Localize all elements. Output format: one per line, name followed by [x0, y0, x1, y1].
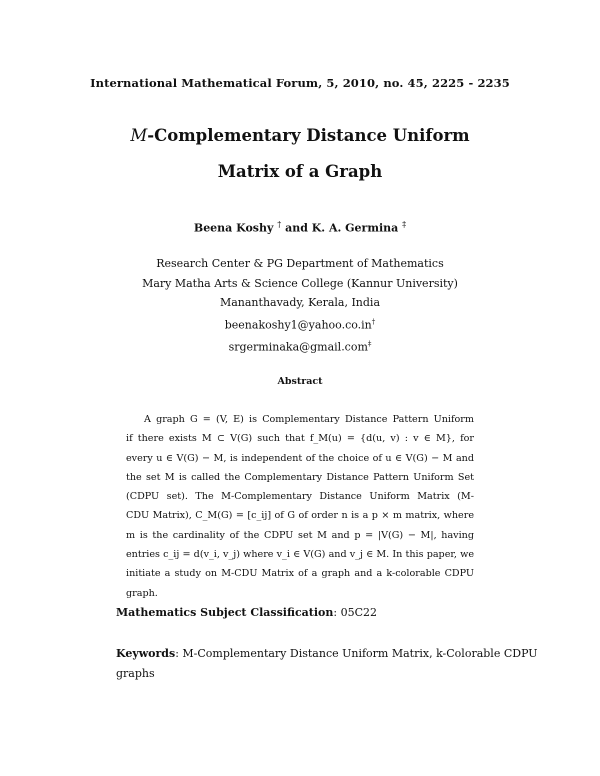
msc-label: Mathematics Subject Classification — [116, 606, 334, 619]
msc-classification — [116, 606, 377, 619]
abstract-line: CDU Matrix), C_M(G) = [c_ij] of G of order n is a p × m matrix, where — [126, 510, 474, 522]
abstract-heading: Abstract — [277, 376, 323, 387]
author-1: Beena Koshy — [193, 221, 274, 235]
abstract-line: m is the cardinality of the CDPU set M and p = |V(G) − M|, having — [126, 529, 474, 541]
affiliation-line-2: Mary Matha Arts & Science College (Kannur University) — [142, 276, 458, 290]
author-line — [0, 220, 600, 235]
abstract-line: initiate a study on M-CDU Matrix of a graph and a k-colorable CDPU — [126, 568, 474, 580]
author-2: K. A. Germina — [311, 221, 399, 235]
email-1-mark: † — [371, 317, 376, 326]
affiliation-block — [0, 254, 600, 357]
abstract-line: graph. — [126, 587, 158, 599]
abstract-line: entries c_ij = d(v_i, v_j) where v_i ∈ V(G) and v_j ∈ M. In this paper, we — [126, 549, 474, 561]
paper-title-line-2: Matrix of a Graph — [217, 162, 383, 181]
title-line-1-text: -Complementary Distance Uniform — [147, 126, 470, 145]
title-m-symbol: M — [130, 126, 148, 145]
author-joiner: and — [281, 221, 312, 235]
abstract-line: (CDPU set). The M-Complementary Distance Uniform Matrix (M- — [126, 491, 474, 503]
affiliation-line-3: Mananthavady, Kerala, India — [219, 296, 381, 309]
abstract-body — [126, 410, 474, 603]
affiliation-line-1: Research Center & PG Department of Mathematics — [156, 257, 444, 270]
abstract-line: A graph G = (V, E) is Complementary Distance Pattern Uniform — [144, 414, 474, 425]
keywords-text: : M-Complementary Distance Uniform Matrix, k-Colorable CDPU — [175, 647, 538, 660]
paper-title-line-1 — [0, 126, 600, 145]
author-1-mark: † — [277, 220, 282, 229]
msc-value: : 05C22 — [333, 606, 378, 619]
keywords-block — [116, 644, 538, 684]
abstract-line: if there exists M ⊂ V(G) such that f_M(u) = {d(u, v) : v ∈ M}, for — [126, 433, 474, 445]
email-2-mark: ‡ — [367, 339, 372, 348]
author-2-mark: ‡ — [402, 220, 407, 229]
abstract-line: the set M is called the Complementary Distance Pattern Uniform Set — [126, 471, 474, 483]
keywords-line-2: graphs — [116, 667, 155, 680]
keywords-line-1 — [116, 644, 538, 664]
abstract-line: every u ∈ V(G) − M, is independent of the choice of u ∈ V(G) − M and — [126, 452, 474, 464]
email-1: beenakoshy1@yahoo.co.in — [224, 318, 372, 332]
email-line-1 — [0, 313, 600, 335]
journal-header: International Mathematical Forum, 5, 2010, no. 45, 2225 - 2235 — [90, 76, 510, 90]
email-line-2 — [0, 335, 600, 357]
email-2: srgerminaka@gmail.com — [228, 340, 368, 354]
keywords-label: Keywords — [116, 647, 176, 660]
